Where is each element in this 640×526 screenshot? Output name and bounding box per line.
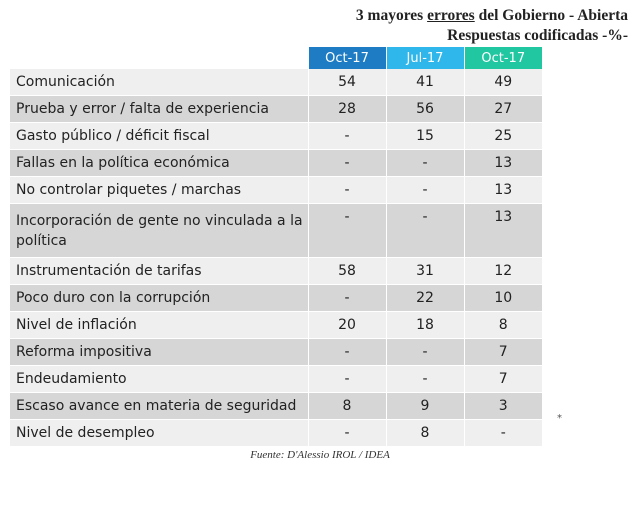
row-value-col-1: - <box>308 177 386 204</box>
row-label: Instrumentación de tarifas <box>10 258 308 285</box>
row-value-col-2: - <box>386 204 464 258</box>
table-row <box>10 204 542 258</box>
row-label: Nivel de desempleo <box>10 420 308 447</box>
row-value-col-3: - <box>464 420 542 447</box>
row-value-col-3: 13 <box>464 150 542 177</box>
row-label: Nivel de inflación <box>10 312 308 339</box>
row-label: Fallas en la política económica <box>10 150 308 177</box>
results-table-container <box>10 47 542 447</box>
results-table <box>10 47 542 447</box>
row-value-col-2: - <box>386 177 464 204</box>
row-value-col-1: - <box>308 204 386 258</box>
row-value-col-1: - <box>308 285 386 312</box>
row-value-col-1: 28 <box>308 96 386 123</box>
column-header-jul17: Jul-17 <box>386 47 464 69</box>
row-value-col-3: 49 <box>464 69 542 96</box>
row-value-col-2: - <box>386 366 464 393</box>
row-value-col-2: 15 <box>386 123 464 150</box>
title-underlined-word: errores <box>427 7 475 24</box>
row-value-col-2: - <box>386 150 464 177</box>
row-value-col-1: - <box>308 123 386 150</box>
table-row <box>10 150 542 177</box>
table-row <box>10 339 542 366</box>
column-header-oct17-first: Oct-17 <box>308 47 386 69</box>
row-value-col-1: - <box>308 420 386 447</box>
table-row <box>10 420 542 447</box>
row-value-col-2: 41 <box>386 69 464 96</box>
title-text-end: del Gobierno - Abierta <box>474 7 628 24</box>
row-value-col-3: 8 <box>464 312 542 339</box>
row-value-col-1: - <box>308 366 386 393</box>
row-label: Escaso avance en materia de seguridad <box>10 393 308 420</box>
title-text-start: 3 mayores <box>355 7 428 24</box>
row-value-col-2: 8 <box>386 420 464 447</box>
row-label: Endeudamiento <box>10 366 308 393</box>
row-value-col-3: 13 <box>464 177 542 204</box>
row-label: Prueba y error / falta de experiencia <box>10 96 308 123</box>
row-label: Comunicación <box>10 69 308 96</box>
table-title <box>356 6 628 46</box>
row-value-col-3: 7 <box>464 366 542 393</box>
row-value-col-1: 8 <box>308 393 386 420</box>
row-label: Reforma impositiva <box>10 339 308 366</box>
row-value-col-2: 31 <box>386 258 464 285</box>
row-value-col-3: 3 <box>464 393 542 420</box>
title-line-1 <box>356 6 628 26</box>
row-value-col-3: 10 <box>464 285 542 312</box>
row-value-col-1: 20 <box>308 312 386 339</box>
title-line-2: Respuestas codificadas -%- <box>447 27 628 44</box>
row-value-col-2: 22 <box>386 285 464 312</box>
row-value-col-2: 9 <box>386 393 464 420</box>
table-row <box>10 312 542 339</box>
table-row <box>10 123 542 150</box>
row-value-col-3: 12 <box>464 258 542 285</box>
row-label: Poco duro con la corrupción <box>10 285 308 312</box>
source-note: Fuente: D'Alessio IROL / IDEA <box>250 449 390 461</box>
table-row <box>10 285 542 312</box>
asterisk-marker: * <box>557 413 562 424</box>
table-row <box>10 177 542 204</box>
table-row <box>10 96 542 123</box>
table-row <box>10 258 542 285</box>
row-value-col-3: 7 <box>464 339 542 366</box>
table-body <box>10 69 542 447</box>
row-value-col-1: 54 <box>308 69 386 96</box>
row-value-col-2: 18 <box>386 312 464 339</box>
table-row <box>10 393 542 420</box>
row-value-col-2: 56 <box>386 96 464 123</box>
table-row <box>10 69 542 96</box>
row-value-col-3: 27 <box>464 96 542 123</box>
row-label: Incorporación de gente no vinculada a la política <box>10 204 308 258</box>
column-header-oct17-latest: Oct-17 <box>464 47 542 69</box>
header-row <box>10 47 542 69</box>
row-label: Gasto público / déficit fiscal <box>10 123 308 150</box>
row-value-col-1: - <box>308 150 386 177</box>
row-value-col-1: 58 <box>308 258 386 285</box>
table-row <box>10 366 542 393</box>
row-value-col-3: 13 <box>464 204 542 258</box>
row-value-col-3: 25 <box>464 123 542 150</box>
row-value-col-1: - <box>308 339 386 366</box>
header-blank <box>10 47 308 69</box>
row-value-col-2: - <box>386 339 464 366</box>
row-label: No controlar piquetes / marchas <box>10 177 308 204</box>
